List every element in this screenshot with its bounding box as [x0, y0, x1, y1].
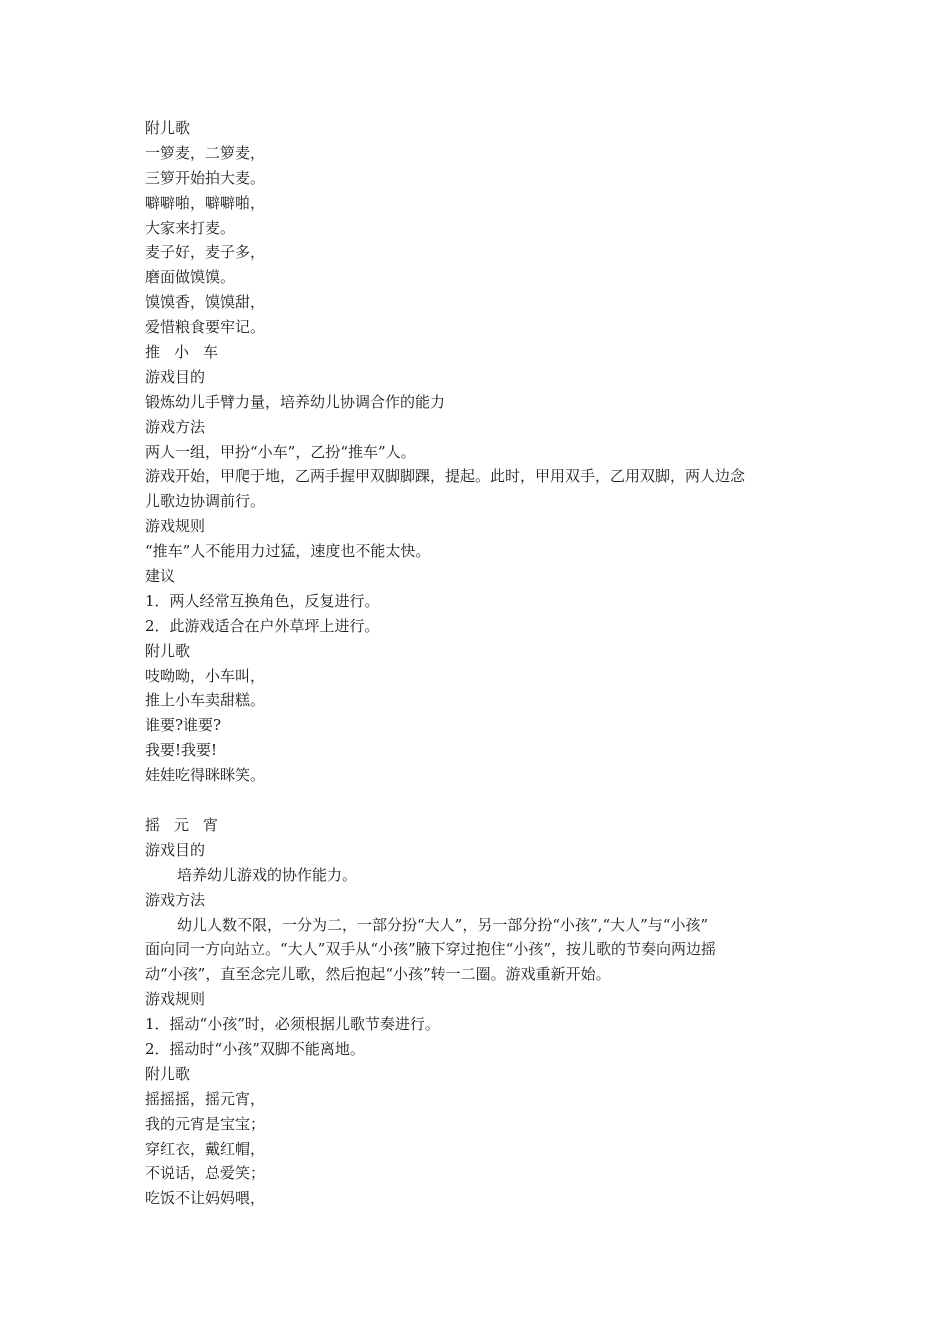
goal-heading: 游戏目的	[145, 840, 206, 859]
rhyme-line: 我要!我要!	[145, 741, 218, 760]
rules-text: “推车”人不能用力过猛，速度也不能太快。	[145, 542, 431, 561]
rhyme-line: 摇摇摇，摇元宵，	[145, 1089, 266, 1108]
rhyme-heading: 附儿歌	[145, 1064, 191, 1083]
rhyme-line: 谁要?谁要?	[145, 716, 222, 735]
rhyme-line: 爱惜粮食要牢记。	[145, 318, 266, 337]
advice-item: 1．两人经常互换角色，反复进行。	[145, 591, 380, 610]
method-heading: 游戏方法	[145, 417, 206, 436]
rhyme-line: 推上小车卖甜糕。	[145, 691, 266, 710]
blank-line	[145, 788, 810, 813]
goal-text: 培养幼儿游戏的协作能力。	[177, 865, 358, 884]
rhyme-line: 噼噼啪，噼噼啪，	[145, 193, 266, 212]
rhyme-line: 不说话，总爱笑；	[145, 1164, 266, 1183]
advice-heading: 建议	[145, 567, 176, 586]
rhyme-line: 三箩开始拍大麦。	[145, 168, 266, 187]
rhyme-line: 大家来打麦。	[145, 218, 236, 237]
rules-heading: 游戏规则	[145, 517, 206, 536]
rules-item: 1．摇动“小孩”时，必须根据儿歌节奏进行。	[145, 1015, 440, 1034]
document-body	[145, 116, 810, 1211]
rhyme-line: 磨面做馍馍。	[145, 268, 236, 287]
method-text: 动“小孩”，直至念完儿歌，然后抱起“小孩”转一二圈。游戏重新开始。	[145, 965, 611, 984]
rhyme-line: 娃娃吃得眯眯笑。	[145, 766, 266, 785]
method-text: 游戏开始，甲爬于地，乙两手握甲双脚脚踝，提起。此时，甲用双手，乙用双脚，两人边念	[145, 467, 746, 486]
game-title: 推小车	[145, 343, 233, 362]
rhyme-line: 一箩麦，二箩麦，	[145, 143, 266, 162]
goal-heading: 游戏目的	[145, 367, 206, 386]
rhyme-line: 吱呦呦，小车叫，	[145, 666, 266, 685]
rhyme-line: 吃饭不让妈妈喂，	[145, 1189, 266, 1208]
rhyme-line: 穿红衣，戴红帽，	[145, 1139, 266, 1158]
method-text: 幼儿人数不限，一分为二，一部分扮“大人”，另一部分扮“小孩”,“大人”与“小孩”	[177, 915, 709, 934]
method-text: 两人一组，甲扮“小车”，乙扮“推车”人。	[145, 442, 416, 461]
method-text: 儿歌边协调前行。	[145, 492, 266, 511]
rhyme-line: 我的元宵是宝宝；	[145, 1114, 266, 1133]
rules-heading: 游戏规则	[145, 990, 206, 1009]
game-title: 摇元宵	[145, 815, 233, 834]
rules-item: 2．摇动时“小孩”双脚不能离地。	[145, 1039, 365, 1058]
rhyme-line: 馍馍香，馍馍甜，	[145, 293, 266, 312]
rhyme-heading: 附儿歌	[145, 119, 191, 137]
goal-text: 锻炼幼儿手臂力量，培养幼儿协调合作的能力	[145, 392, 446, 411]
method-text: 面向同一方向站立。“大人”双手从“小孩”腋下穿过抱住“小孩”，按儿歌的节奏向两边摇	[145, 940, 717, 959]
method-heading: 游戏方法	[145, 890, 206, 909]
rhyme-line: 麦子好，麦子多，	[145, 243, 266, 262]
advice-item: 2．此游戏适合在户外草坪上进行。	[145, 616, 380, 635]
rhyme-heading: 附儿歌	[145, 641, 191, 660]
